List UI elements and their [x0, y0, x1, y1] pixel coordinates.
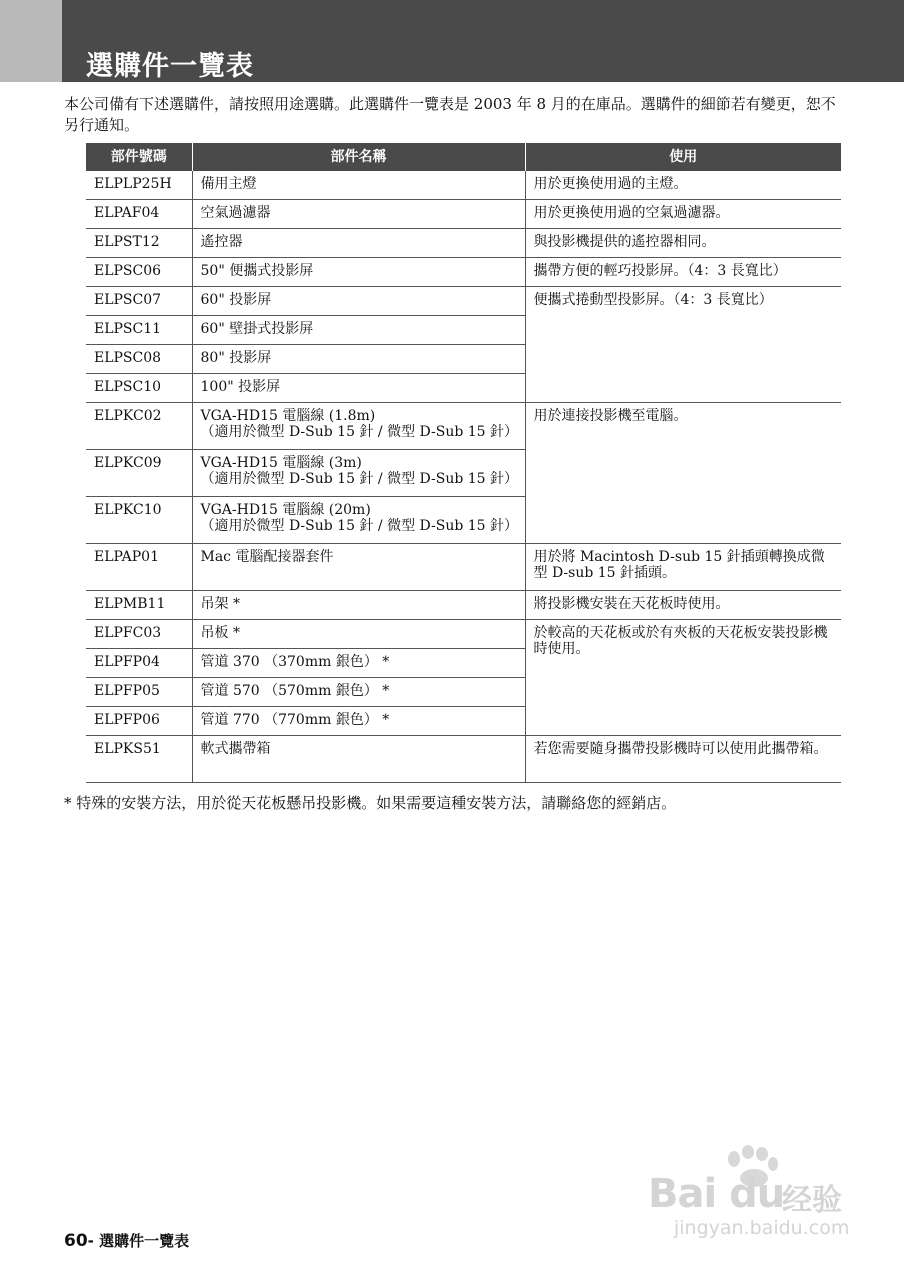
table-row — [86, 258, 841, 287]
part-usage: 將投影機安裝在天花板時使用。 — [525, 591, 841, 620]
table-row — [86, 171, 841, 200]
table-row — [86, 287, 841, 316]
part-usage: 與投影機提供的遙控器相同。 — [525, 229, 841, 258]
part-code: ELPFP06 — [86, 707, 192, 736]
part-code: ELPST12 — [86, 229, 192, 258]
part-name: 空氣過濾器 — [192, 200, 525, 229]
part-code: ELPSC06 — [86, 258, 192, 287]
footer-label: - 選購件一覽表 — [87, 1232, 190, 1250]
part-usage: 用於更換使用過的空氣過濾器。 — [525, 200, 841, 229]
part-name: Mac 電腦配接器套件 — [192, 544, 525, 591]
table-header-row — [86, 143, 841, 171]
part-code: ELPKC09 — [86, 450, 192, 497]
part-name: 管道 770 （770mm 銀色） * — [192, 707, 525, 736]
header-part-code: 部件號碼 — [86, 143, 192, 171]
table-row — [86, 736, 841, 783]
part-usage: 若您需要隨身攜帶投影機時可以使用此攜帶箱。 — [525, 736, 841, 783]
part-name: 50" 便攜式投影屏 — [192, 258, 525, 287]
header-usage: 使用 — [525, 143, 841, 171]
page-number: 60 — [64, 1231, 88, 1251]
part-usage: 便攜式捲動型投影屏。（4：3 長寬比） — [525, 287, 841, 403]
table-row — [86, 200, 841, 229]
part-usage: 用於將 Macintosh D-sub 15 針插頭轉換成微型 D-sub 15 針插頭。 — [525, 544, 841, 591]
part-usage: 用於連接投影機至電腦。 — [525, 403, 841, 544]
table-row — [86, 544, 841, 591]
part-code: ELPFP04 — [86, 649, 192, 678]
part-code: ELPSC10 — [86, 374, 192, 403]
part-name-line1: VGA-HD15 電腦線 (20m) — [200, 502, 371, 518]
part-name-line2: （適用於微型 D-Sub 15 針 / 微型 D-Sub 15 針） — [200, 518, 519, 534]
part-code: ELPKC02 — [86, 403, 192, 450]
options-table — [86, 143, 841, 783]
header-tab-accent — [0, 0, 62, 82]
part-name: 管道 570 （570mm 銀色） * — [192, 678, 525, 707]
part-code: ELPAP01 — [86, 544, 192, 591]
table-row — [86, 403, 841, 450]
part-code: ELPFP05 — [86, 678, 192, 707]
part-usage: 於較高的天花板或於有夾板的天花板安裝投影機時使用。 — [525, 620, 841, 736]
part-name: 軟式攜帶箱 — [192, 736, 525, 783]
part-code: ELPKS51 — [86, 736, 192, 783]
header-part-name: 部件名稱 — [192, 143, 525, 171]
part-usage: 用於更換使用過的主燈。 — [525, 171, 841, 200]
intro-paragraph: 本公司備有下述選購件，請按照用途選購。此選購件一覽表是 2003 年 8 月的在庫品。選購件的細節若有變更，恕不另行通知。 — [64, 95, 836, 134]
page-footer — [64, 1230, 189, 1251]
watermark-logo-text: Bai du — [648, 1171, 785, 1217]
part-code: ELPAF04 — [86, 200, 192, 229]
footnote: * 特殊的安裝方法，用於從天花板懸吊投影機。如果需要這種安裝方法，請聯絡您的經銷店。 — [64, 794, 677, 812]
part-name: 管道 370 （370mm 銀色） * — [192, 649, 525, 678]
part-name — [192, 403, 525, 450]
table-row — [86, 229, 841, 258]
part-name-line1: VGA-HD15 電腦線 (1.8m) — [200, 408, 376, 424]
part-name-line2: （適用於微型 D-Sub 15 針 / 微型 D-Sub 15 針） — [200, 424, 519, 440]
part-name: 60" 壁掛式投影屏 — [192, 316, 525, 345]
watermark-url: jingyan.baidu.com — [674, 1217, 850, 1239]
part-code: ELPMB11 — [86, 591, 192, 620]
part-code: ELPLP25H — [86, 171, 192, 200]
part-name: 吊架 * — [192, 591, 525, 620]
part-name: 100" 投影屏 — [192, 374, 525, 403]
part-code: ELPSC11 — [86, 316, 192, 345]
part-code: ELPKC10 — [86, 497, 192, 544]
page-title: 選購件一覽表 — [86, 51, 254, 82]
part-name: 吊板 * — [192, 620, 525, 649]
part-name-line1: VGA-HD15 電腦線 (3m) — [200, 455, 362, 471]
part-name — [192, 497, 525, 544]
part-usage: 攜帶方便的輕巧投影屏。（4：3 長寬比） — [525, 258, 841, 287]
part-name-line2: （適用於微型 D-Sub 15 針 / 微型 D-Sub 15 針） — [200, 471, 519, 487]
baidu-watermark — [640, 1145, 860, 1245]
table-row — [86, 620, 841, 649]
part-name: 80" 投影屏 — [192, 345, 525, 374]
table-row — [86, 591, 841, 620]
part-code: ELPSC07 — [86, 287, 192, 316]
part-name: 60" 投影屏 — [192, 287, 525, 316]
part-code: ELPSC08 — [86, 345, 192, 374]
watermark-cn-text: 经验 — [782, 1183, 842, 1218]
part-name — [192, 450, 525, 497]
part-name: 遙控器 — [192, 229, 525, 258]
part-name: 備用主燈 — [192, 171, 525, 200]
part-code: ELPFC03 — [86, 620, 192, 649]
